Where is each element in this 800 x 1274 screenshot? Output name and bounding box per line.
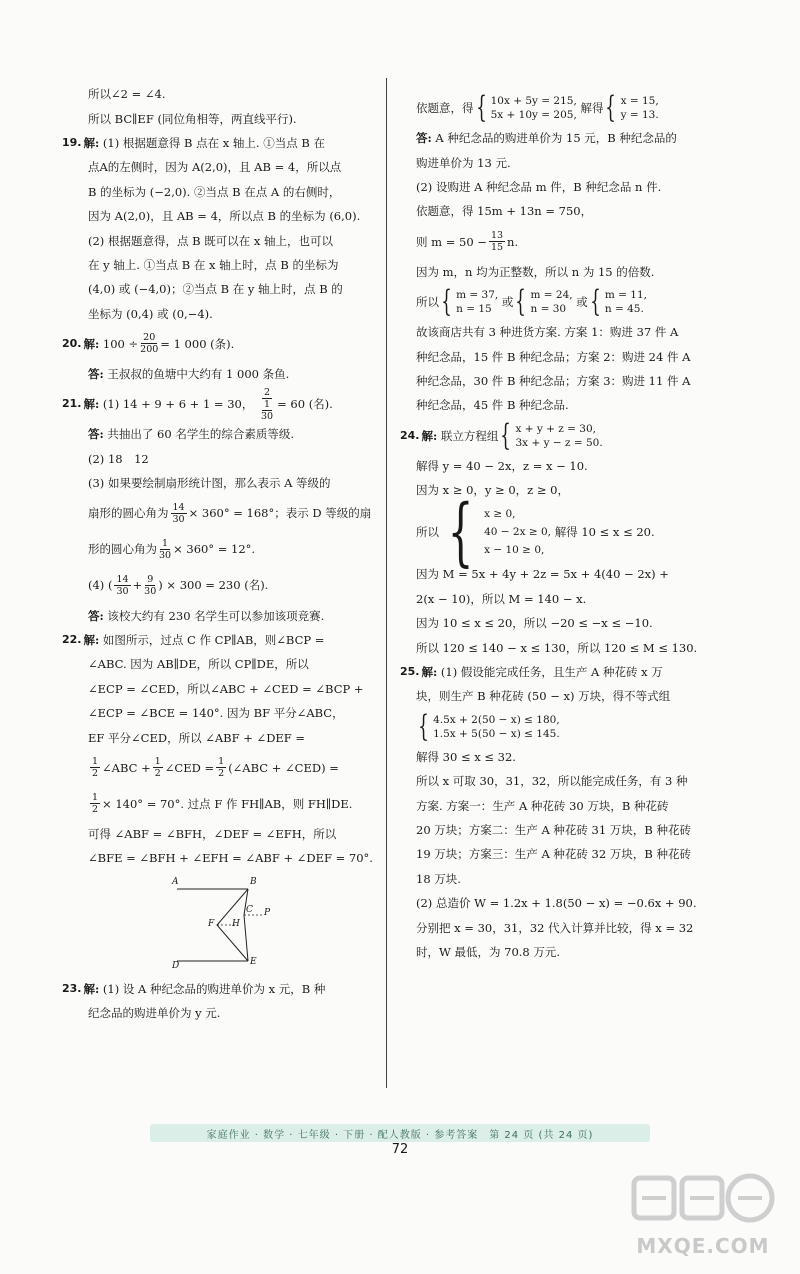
text-line: ∠ECP = ∠CED，所以∠ABC + ∠CED = ∠BCP + bbox=[88, 681, 364, 696]
text-line: ∠ECP = ∠BCE = 140°. 因为 BF 平分∠ABC， bbox=[88, 706, 344, 721]
equation: 5x + 10y = 205, bbox=[490, 109, 577, 121]
numerator: 1 bbox=[92, 792, 99, 804]
text-line bbox=[400, 284, 730, 320]
inequality: x − 10 ≥ 0, bbox=[484, 544, 545, 557]
text-line: 种纪念品，15 件 B 种纪念品；方案 2：购进 24 件 A bbox=[416, 349, 691, 364]
text-line: 因为 A(2,0)，且 AB = 4，所以点 B 的坐标为 (6,0). bbox=[88, 209, 361, 224]
brace: { bbox=[605, 90, 617, 125]
text-line: 因为 m，n 均为正整数，所以 n 为 15 的倍数. bbox=[416, 264, 655, 279]
nested-fraction bbox=[261, 399, 273, 422]
question-number: 24. bbox=[400, 428, 420, 442]
brace: { bbox=[590, 283, 601, 319]
equation-system bbox=[603, 90, 659, 125]
fraction bbox=[90, 756, 100, 779]
text-line: 20 万块；方案二：生产 A 种花砖 31 万块，B 种花砖 bbox=[416, 823, 691, 837]
text: × 140° = 70°. 过点 F 作 FH∥AB，则 FH∥DE. bbox=[102, 796, 353, 811]
text-line: 所以 x 可取 30，31，32，所以能完成任务，有 3 种 bbox=[416, 774, 688, 789]
inequality: 4.5x + 2(50 − x) ≤ 180, bbox=[433, 713, 560, 726]
text: 则 m = 50 − bbox=[416, 234, 487, 249]
fraction bbox=[90, 792, 100, 815]
right-column bbox=[400, 90, 730, 964]
solve-label: 解: bbox=[83, 397, 100, 412]
text-line bbox=[400, 224, 730, 260]
equation-system bbox=[498, 417, 603, 453]
inequality-system bbox=[439, 489, 552, 576]
numerator: 2 bbox=[264, 386, 271, 398]
fraction bbox=[216, 756, 226, 779]
text-line: 纪念品的购进单价为 y 元. bbox=[88, 1006, 221, 1021]
numerator: 1 bbox=[92, 756, 99, 768]
question-number: 19. bbox=[62, 135, 82, 149]
text: ∠ABC + bbox=[102, 760, 151, 775]
page-number: 72 bbox=[391, 1142, 409, 1157]
question-number: 25. bbox=[400, 665, 420, 679]
q19-line bbox=[62, 131, 384, 155]
answer-line bbox=[400, 126, 730, 150]
denominator: 2 bbox=[92, 768, 99, 780]
text-line: (2) 根据题意得，点 B 既可以在 x 轴上，也可以 bbox=[88, 233, 334, 248]
fraction bbox=[159, 538, 171, 561]
equation: n = 45. bbox=[604, 302, 644, 315]
text: 联立方程组 bbox=[440, 428, 499, 443]
text-line: (2) 总造价 W = 1.2x + 1.8(50 − x) = −0.6x + 90. bbox=[416, 896, 697, 911]
label-F: F bbox=[208, 918, 215, 929]
text-line: (3) 如果要绘制扇形统计图，那么表示 A 等级的 bbox=[88, 476, 331, 491]
geometry-figure bbox=[62, 877, 384, 973]
question-number: 23. bbox=[62, 981, 82, 995]
text-line: 块，则生产 B 种花砖 (50 − x) 万块，得不等式组 bbox=[416, 689, 671, 704]
question-number: 20. bbox=[62, 336, 82, 350]
fraction bbox=[114, 574, 130, 597]
text: (4) ( bbox=[88, 578, 113, 593]
denominator: 30 bbox=[116, 585, 129, 597]
text: 形的圆心角为 bbox=[88, 542, 157, 557]
text: 或 bbox=[501, 294, 514, 309]
text-line bbox=[62, 750, 384, 786]
fraction bbox=[489, 230, 505, 253]
answer-label: 答: bbox=[88, 367, 104, 382]
denominator: 30 bbox=[159, 549, 172, 561]
text: = 60 (名). bbox=[277, 397, 333, 412]
denominator: 30 bbox=[144, 585, 157, 597]
numerator: 14 bbox=[172, 501, 185, 513]
equation: m = 11, bbox=[604, 288, 648, 301]
numerator: 14 bbox=[116, 573, 129, 585]
text-line: 解得 30 ≤ x ≤ 32. bbox=[416, 749, 516, 764]
text: 该校大约有 230 名学生可以参加该项竞赛. bbox=[107, 608, 325, 623]
text-line: 18 万块. bbox=[416, 871, 461, 886]
label-A: A bbox=[172, 876, 179, 887]
equation: 3x + y − z = 50. bbox=[515, 436, 603, 449]
text-line: (2) 设购进 A 种纪念品 m 件，B 种纪念品 n 件. bbox=[416, 179, 662, 194]
equation-system bbox=[474, 90, 577, 125]
equation: m = 24, bbox=[530, 288, 573, 301]
text-line bbox=[62, 531, 384, 567]
text: 解得 10 ≤ x ≤ 20. bbox=[554, 525, 655, 540]
equation-system bbox=[588, 283, 648, 319]
watermark-logo-icon bbox=[628, 1170, 778, 1228]
text-line: 所以∠2 = ∠4. bbox=[88, 87, 166, 102]
text-line: (4,0) 或 (−4,0)；②当点 B 在 y 轴上时，点 B 的 bbox=[88, 282, 343, 297]
numerator: 1 bbox=[264, 398, 271, 410]
text: 所以 bbox=[416, 525, 439, 540]
equation: n = 30 bbox=[530, 302, 567, 315]
label-B: B bbox=[250, 876, 257, 887]
equation: n = 15 bbox=[456, 302, 492, 315]
text-line: 点A的左侧时，因为 A(2,0)，且 AB = 4，所以点 bbox=[88, 160, 342, 175]
equation: x = 15, bbox=[620, 95, 659, 107]
text-line: 在 y 轴上. ①当点 B 在 x 轴上时，点 B 的坐标为 bbox=[88, 257, 339, 272]
label-D: D bbox=[172, 960, 180, 971]
question-number: 21. bbox=[62, 397, 82, 411]
text: 100 ÷ bbox=[102, 336, 139, 351]
equation: y = 13. bbox=[620, 109, 659, 121]
inequality: x ≥ 0, bbox=[484, 508, 516, 521]
text-line: 解得 y = 40 − 2x，z = x − 10. bbox=[416, 458, 588, 473]
text-line: (2) 18 12 bbox=[88, 451, 149, 466]
text: × 360° = 12°. bbox=[173, 542, 256, 557]
numerator: 1 bbox=[218, 756, 225, 768]
fraction bbox=[259, 387, 275, 422]
equation-system bbox=[439, 283, 499, 319]
q25-line bbox=[400, 660, 730, 684]
text-line: ∠BFE = ∠BFH + ∠EFH = ∠ABF + ∠DEF = 70°. bbox=[88, 851, 373, 866]
q24-line bbox=[400, 418, 730, 454]
text-line: 因为 M = 5x + 4y + 2z = 5x + 4(40 − 2x) + bbox=[416, 567, 669, 582]
equation: x + y + z = 30, bbox=[515, 422, 597, 435]
denominator: 2 bbox=[92, 804, 99, 816]
q22-line bbox=[62, 628, 384, 652]
answer-label: 答: bbox=[416, 131, 432, 146]
numerator: 9 bbox=[147, 573, 154, 585]
solve-label: 解: bbox=[421, 665, 438, 680]
fraction bbox=[153, 756, 163, 779]
q23-line bbox=[62, 977, 384, 1001]
q21-line bbox=[62, 386, 384, 422]
text: 解得 bbox=[580, 101, 604, 115]
label-H: H bbox=[232, 918, 240, 929]
inequality: 1.5x + 5(50 − x) ≤ 145. bbox=[433, 727, 560, 740]
text-line: 种纪念品，30 件 B 种纪念品；方案 3：购进 11 件 A bbox=[416, 373, 691, 388]
text: (∠ABC + ∠CED) = bbox=[228, 760, 339, 775]
geometry-diagram bbox=[62, 877, 384, 973]
text: 王叔叔的鱼塘中大约有 1 000 条鱼. bbox=[107, 367, 290, 382]
answer-label: 答: bbox=[88, 608, 104, 623]
numerator: 13 bbox=[490, 230, 504, 242]
solve-label: 解: bbox=[421, 428, 438, 443]
text-line: 2(x − 10)，所以 M = 140 − x. bbox=[416, 591, 587, 606]
text-line bbox=[400, 90, 730, 126]
text: × 360° = 168°；表示 D 等级的扇 bbox=[188, 506, 372, 521]
text: 所以 bbox=[416, 294, 439, 309]
solve-label: 解: bbox=[83, 981, 100, 996]
text-line: 方案. 方案一：生产 A 种花砖 30 万块，B 种花砖 bbox=[416, 798, 669, 813]
brace: { bbox=[441, 283, 452, 319]
text-line: EF 平分∠CED，所以 ∠ABF + ∠DEF = bbox=[88, 730, 306, 745]
brace: { bbox=[515, 283, 527, 319]
question-number: 22. bbox=[62, 633, 82, 647]
text-line: 故该商店共有 3 种进货方案. 方案 1：购进 37 件 A bbox=[416, 325, 679, 340]
text-line: ∠ABC. 因为 AB∥DE，所以 CP∥DE，所以 bbox=[88, 657, 309, 672]
column-divider bbox=[386, 78, 387, 1088]
footer-banner: 家庭作业 · 数学 · 七年级 · 下册 · 配人教版 · 参考答案 第 24 页 (共 24 页) bbox=[150, 1124, 650, 1142]
equation: 10x + 5y = 215, bbox=[490, 95, 577, 107]
text: 依题意，得 bbox=[416, 101, 474, 115]
text: (1) 设 A 种纪念品的购进单价为 x 元，B 种 bbox=[102, 981, 326, 996]
text-line: 因为 10 ≤ x ≤ 20，所以 −20 ≤ −x ≤ −10. bbox=[416, 616, 653, 631]
text-line: 依题意，得 15m + 13n = 750， bbox=[416, 204, 593, 219]
denominator: 30 bbox=[172, 513, 185, 525]
label-P: P bbox=[264, 907, 271, 918]
brace: { bbox=[475, 90, 487, 125]
inequality-system bbox=[416, 708, 560, 744]
text-line bbox=[62, 567, 384, 603]
denominator: 200 bbox=[140, 344, 159, 356]
denominator: 2 bbox=[218, 768, 225, 780]
fraction bbox=[171, 502, 187, 525]
text-line: 因为 x ≥ 0，y ≥ 0，z ≥ 0， bbox=[416, 483, 569, 498]
text-line: 购进单价为 13 元. bbox=[416, 155, 511, 170]
text-line: 种纪念品，45 件 B 种纪念品. bbox=[416, 398, 569, 413]
fraction bbox=[144, 574, 156, 597]
denominator: 30 bbox=[261, 410, 274, 422]
solve-label: 解: bbox=[83, 135, 100, 150]
text: A 种纪念品的购进单价为 15 元，B 种纪念品的 bbox=[435, 131, 677, 146]
text: + bbox=[132, 578, 143, 593]
text: = 1 000 (条). bbox=[160, 336, 235, 351]
brace: { bbox=[418, 708, 429, 744]
text: (1) 根据题意得 B 点在 x 轴上. ①当点 B 在 bbox=[102, 135, 325, 150]
answer-line bbox=[62, 422, 384, 446]
text-line bbox=[62, 495, 384, 531]
inequality: 40 − 2x ≥ 0, bbox=[484, 526, 552, 539]
text-line bbox=[400, 709, 730, 745]
watermark-text: MXQE.COM bbox=[636, 1234, 770, 1258]
text-line: 坐标为 (0,4) 或 (0,−4). bbox=[88, 306, 213, 321]
equation-system bbox=[513, 283, 573, 319]
numerator: 1 bbox=[154, 756, 161, 768]
text: ) × 300 = 230 (名). bbox=[158, 578, 269, 593]
brace: { bbox=[447, 489, 474, 576]
text-line: 时，W 最低，为 70.8 万元. bbox=[416, 944, 561, 959]
text-line: 可得 ∠ABF = ∠BFH，∠DEF = ∠EFH，所以 bbox=[88, 827, 337, 841]
denominator: 2 bbox=[154, 768, 161, 780]
left-column bbox=[62, 82, 384, 1025]
answer-line bbox=[62, 603, 384, 627]
q20-line bbox=[62, 326, 384, 362]
watermark bbox=[628, 1170, 778, 1266]
text-line: 19 万块；方案三：生产 A 种花砖 32 万块，B 种花砖 bbox=[416, 847, 691, 862]
answer-line bbox=[62, 362, 384, 386]
text: 共抽出了 60 名学生的综合素质等级. bbox=[107, 427, 295, 442]
label-C: C bbox=[246, 904, 253, 915]
text-line bbox=[62, 786, 384, 822]
label-E: E bbox=[250, 956, 257, 967]
text: ∠CED = bbox=[164, 760, 215, 775]
numerator: 20 bbox=[143, 332, 156, 344]
text: (1) 假设能完成任务，且生产 A 种花砖 x 万 bbox=[440, 665, 663, 680]
denominator: 15 bbox=[490, 242, 504, 254]
solve-label: 解: bbox=[83, 633, 100, 648]
text: n. bbox=[507, 234, 519, 249]
text-line: B 的坐标为 (−2,0). ②当点 B 在点 A 的右侧时， bbox=[88, 184, 341, 199]
text: 如图所示，过点 C 作 CP∥AB，则∠BCP = bbox=[102, 633, 325, 648]
solve-label: 解: bbox=[83, 336, 100, 351]
text-line: 所以 120 ≤ 140 − x ≤ 130，所以 120 ≤ M ≤ 130. bbox=[416, 640, 698, 655]
text: (1) 14 + 9 + 6 + 1 = 30， bbox=[102, 397, 254, 412]
text-line: 分别把 x = 30，31，32 代入计算并比较，得 x = 32 bbox=[416, 920, 694, 935]
equation: m = 37, bbox=[456, 288, 499, 301]
fraction bbox=[140, 332, 158, 355]
numerator: 1 bbox=[162, 537, 169, 549]
brace: { bbox=[500, 417, 512, 453]
text: 扇形的圆心角为 bbox=[88, 506, 169, 521]
text-line: 所以 BC∥EF (同位角相等，两直线平行). bbox=[88, 111, 297, 126]
text: 或 bbox=[576, 294, 588, 309]
answer-label: 答: bbox=[88, 427, 104, 442]
